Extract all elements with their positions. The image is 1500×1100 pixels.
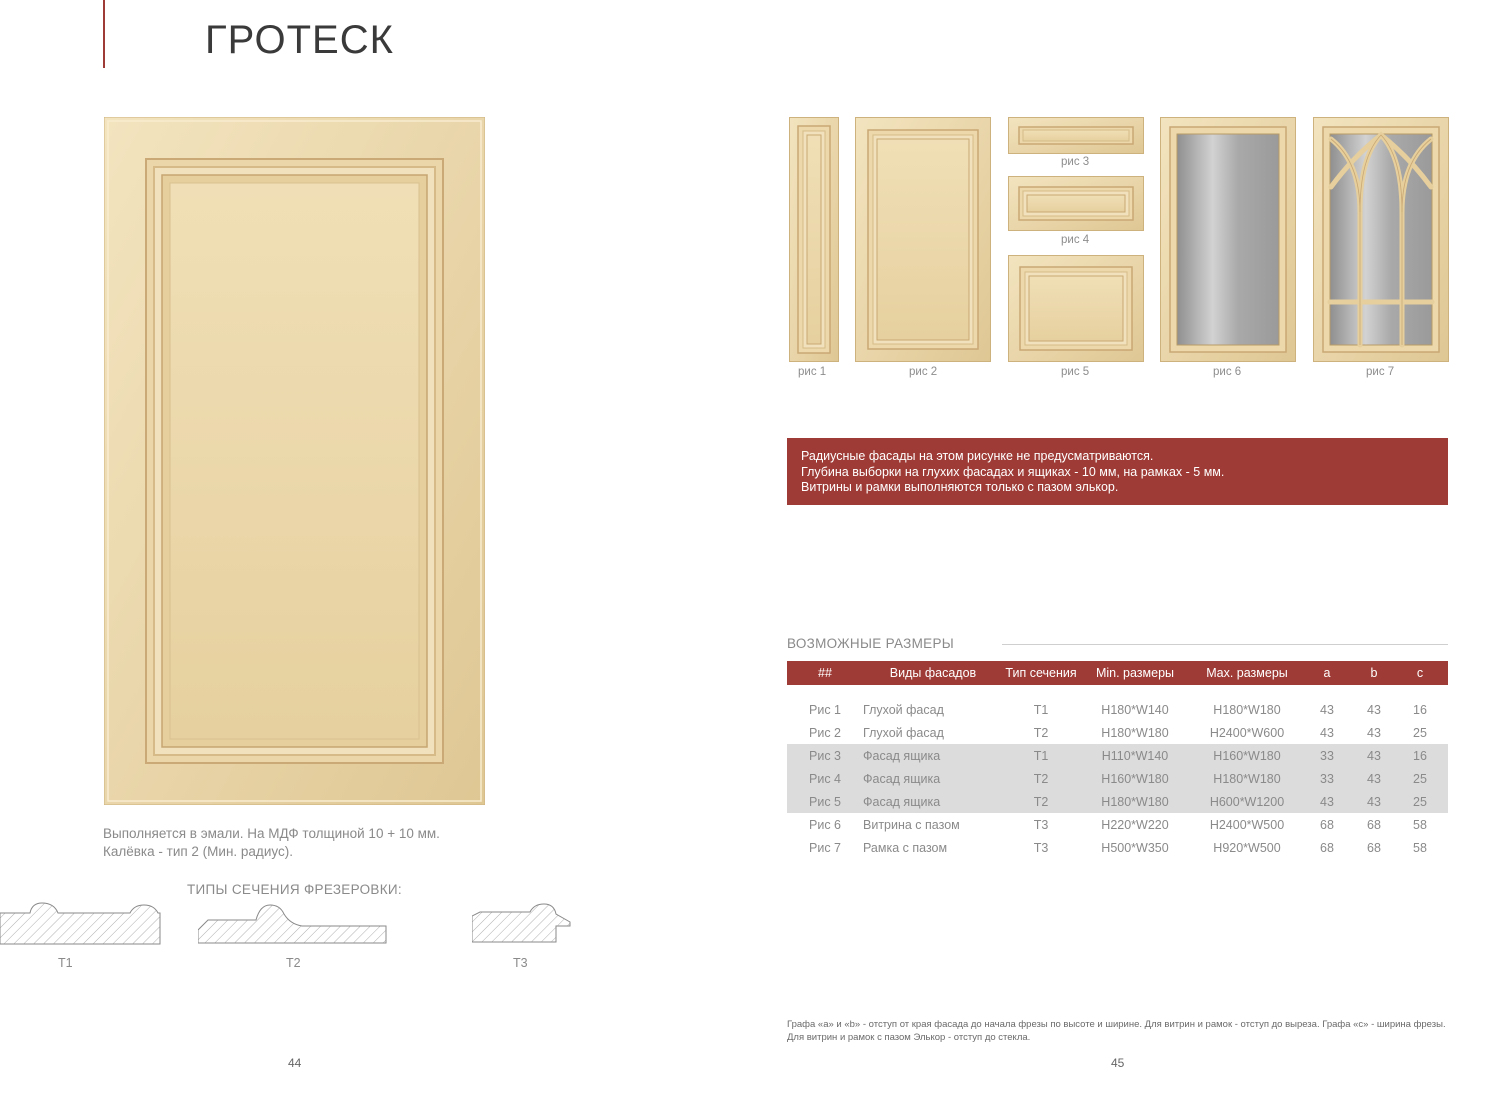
table-cell: 43 xyxy=(1367,771,1381,786)
table-cell: T3 xyxy=(1033,817,1049,832)
profile-t3-drawing xyxy=(472,902,572,946)
title-accent-bar xyxy=(103,0,105,68)
figure-2-door xyxy=(855,117,991,362)
table-row xyxy=(787,698,1448,721)
description-line-2: Калёвка - тип 2 (Мин. радиус). xyxy=(103,844,293,859)
table-header-cell: Виды фасадов xyxy=(889,666,977,680)
table-cell: T1 xyxy=(1033,702,1049,717)
table-cell: Глухой фасад xyxy=(863,725,944,740)
table-cell: 16 xyxy=(1413,702,1427,717)
table-cell: 43 xyxy=(1367,702,1381,717)
table-cell: Рис 4 xyxy=(809,771,841,786)
figure-5-caption: рис 5 xyxy=(1061,366,1090,378)
table-cell: 25 xyxy=(1413,725,1427,740)
table-cell: Рамка с пазом xyxy=(863,840,948,855)
table-cell: 43 xyxy=(1367,748,1381,763)
table-cell: Рис 3 xyxy=(809,748,841,763)
table-cell: 16 xyxy=(1413,748,1427,763)
table-header-cell: c xyxy=(1416,666,1424,680)
sizes-title: ВОЗМОЖНЫЕ РАЗМЕРЫ xyxy=(787,636,954,651)
table-cell: 25 xyxy=(1413,771,1427,786)
figure-5-wide-drawer xyxy=(1008,255,1144,362)
table-cell: H220*W220 xyxy=(1101,817,1169,832)
table-cell: 68 xyxy=(1367,817,1381,832)
notice-line-1: Радиусные фасады на этом рисунке не предусматриваются. xyxy=(801,449,1154,463)
profile-t1-label: T1 xyxy=(58,956,73,970)
table-cell: H180*W140 xyxy=(1101,702,1169,717)
table-row xyxy=(787,721,1448,744)
table-cell: H180*W180 xyxy=(1213,702,1281,717)
description-line-1: Выполняется в эмали. На МДФ толщиной 10 + 10 мм. xyxy=(103,826,440,841)
table-body xyxy=(787,698,1448,859)
table-cell: T2 xyxy=(1033,794,1049,809)
table-cell: H2400*W600 xyxy=(1209,725,1285,740)
table-cell: 43 xyxy=(1320,794,1334,809)
table-cell: Витрина с пазом xyxy=(863,817,960,832)
table-header xyxy=(787,661,1448,685)
figure-1-caption: рис 1 xyxy=(798,366,827,378)
sizes-table xyxy=(787,661,1448,859)
figure-3-drawer xyxy=(1008,117,1144,154)
table-cell: H110*W140 xyxy=(1101,748,1169,763)
footnote: Графа «a» и «b» - отступ от края фасада до начала фрезы по высоте и ширине. Для витрин и рамок - отступ до выреза. Графа «c» - ширина фрезы. Для витрин и рамок с пазом Элькор - отступ до стекла. xyxy=(787,1019,1446,1043)
table-header-cell: Тип сечения xyxy=(1005,666,1077,680)
table-cell: H180*W180 xyxy=(1213,771,1281,786)
table-cell: 68 xyxy=(1367,840,1381,855)
table-row xyxy=(787,836,1448,859)
notice-line-3: Витрины и рамки выполняются только с пазом элькор. xyxy=(801,480,1119,494)
notice-box xyxy=(787,438,1448,505)
profile-t2-drawing xyxy=(198,900,390,946)
table-header-cell: Min. размеры xyxy=(1095,666,1175,680)
table-cell: 43 xyxy=(1320,725,1334,740)
table-cell: H180*W180 xyxy=(1101,794,1169,809)
page-title: ГРОТЕСК xyxy=(205,18,394,62)
page-number-left: 44 xyxy=(288,1056,302,1070)
figure-7-caption: рис 7 xyxy=(1366,366,1395,378)
description xyxy=(103,825,523,861)
table-cell: 25 xyxy=(1413,794,1427,809)
table-header-cell: b xyxy=(1370,666,1378,680)
table-cell: Рис 7 xyxy=(809,840,841,855)
figure-6-glass-showcase xyxy=(1160,117,1296,362)
table-cell: T1 xyxy=(1033,748,1049,763)
figure-1-narrow-door xyxy=(789,117,839,362)
table-cell: 58 xyxy=(1413,840,1427,855)
figure-2-caption: рис 2 xyxy=(909,366,938,378)
table-cell: 33 xyxy=(1320,748,1334,763)
profile-t2-label: T2 xyxy=(286,956,301,970)
page-number-right: 45 xyxy=(1111,1056,1125,1070)
table-cell: T3 xyxy=(1033,840,1049,855)
sizes-title-rule xyxy=(1002,644,1448,645)
notice-line-2: Глубина выборки на глухих фасадах и ящиках - 10 мм, на рамках - 5 мм. xyxy=(801,464,1225,479)
profile-t1-drawing xyxy=(0,898,165,946)
table-cell: 43 xyxy=(1320,702,1334,717)
table-cell: Рис 6 xyxy=(809,817,841,832)
table-cell: H2400*W500 xyxy=(1209,817,1285,832)
table-cell: H500*W350 xyxy=(1101,840,1169,855)
table-cell: Рис 2 xyxy=(809,725,841,740)
table-row xyxy=(787,744,1448,767)
door-main-image xyxy=(104,117,485,805)
table-cell: H160*W180 xyxy=(1213,748,1281,763)
table-header-cell: Max. размеры xyxy=(1206,666,1288,680)
table-cell: H600*W1200 xyxy=(1209,794,1285,809)
table-cell: H180*W180 xyxy=(1101,725,1169,740)
table-cell: 33 xyxy=(1320,771,1334,786)
figure-4-drawer xyxy=(1008,176,1144,231)
profiles-title: ТИПЫ СЕЧЕНИЯ ФРЕЗЕРОВКИ: xyxy=(187,882,402,897)
table-cell: H160*W180 xyxy=(1101,771,1169,786)
table-row xyxy=(787,767,1448,790)
table-cell: 43 xyxy=(1367,725,1381,740)
table-cell: Рис 1 xyxy=(809,702,841,717)
figure-6-caption: рис 6 xyxy=(1213,366,1242,378)
profile-t3-label: T3 xyxy=(513,956,528,970)
table-row xyxy=(787,813,1448,836)
table-cell: Рис 5 xyxy=(809,794,841,809)
table-cell: 43 xyxy=(1367,794,1381,809)
figure-4-caption: рис 4 xyxy=(1061,234,1090,246)
table-header-cell: a xyxy=(1323,666,1331,680)
table-cell: Фасад ящика xyxy=(863,748,941,763)
table-header-cell: ## xyxy=(818,666,832,680)
table-row xyxy=(787,790,1448,813)
table-cell: 68 xyxy=(1320,817,1334,832)
figure-3-caption: рис 3 xyxy=(1061,156,1090,168)
table-cell: Фасад ящика xyxy=(863,771,941,786)
table-cell: Фасад ящика xyxy=(863,794,941,809)
table-cell: H920*W500 xyxy=(1213,840,1281,855)
table-cell: 58 xyxy=(1413,817,1427,832)
table-cell: Глухой фасад xyxy=(863,702,944,717)
table-cell: 68 xyxy=(1320,840,1334,855)
figure-7-gothic-frame xyxy=(1313,117,1449,362)
table-cell: T2 xyxy=(1033,771,1049,786)
table-cell: T2 xyxy=(1033,725,1049,740)
